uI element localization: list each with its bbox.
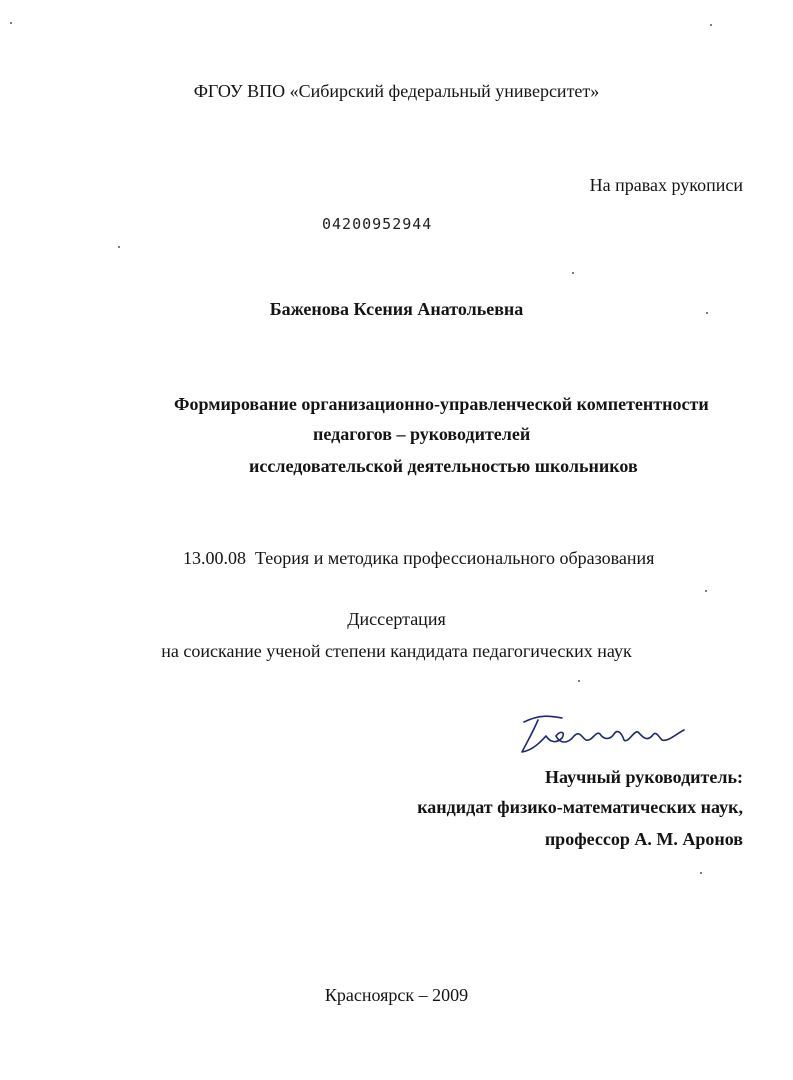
- supervisor-name-text: профессор А. М. Аронов: [544, 829, 743, 849]
- author-name: Баженова Ксения Анатольевна: [269, 299, 524, 319]
- stamp-number: 04200952944: [322, 215, 433, 233]
- institution-name: ФГОУ ВПО «Сибирский федеральный университет»: [193, 81, 600, 101]
- supervisor-degree: кандидат физико-математических наук,: [417, 797, 743, 817]
- place-year: Красноярск – 2009: [324, 985, 469, 1005]
- scan-speck: [705, 590, 707, 592]
- supervisor-label: Научный руководитель:: [545, 767, 743, 787]
- title-line-3: исследовательской деятельностью школьников: [249, 456, 638, 476]
- degree-purpose: на соискание ученой степени кандидата педагогических наук: [161, 641, 632, 661]
- scan-speck: [700, 872, 702, 874]
- document-type: Диссертация: [347, 609, 446, 629]
- scan-speck: [10, 22, 12, 24]
- manuscript-note: На правах рукописи: [589, 175, 743, 195]
- scan-speck: [710, 24, 712, 26]
- specialty-code: 13.00.08 Теория и методика профессионального образования: [183, 548, 655, 568]
- title-line-1: Формирование организационно-управленческой компетентности: [174, 394, 709, 414]
- scan-speck: [572, 272, 574, 274]
- scan-speck: [578, 680, 580, 682]
- handwritten-signature: [510, 700, 690, 760]
- title-line-2: педагогов – руководителей: [313, 424, 531, 444]
- supervisor-name: [545, 828, 743, 850]
- scan-speck: [118, 246, 120, 248]
